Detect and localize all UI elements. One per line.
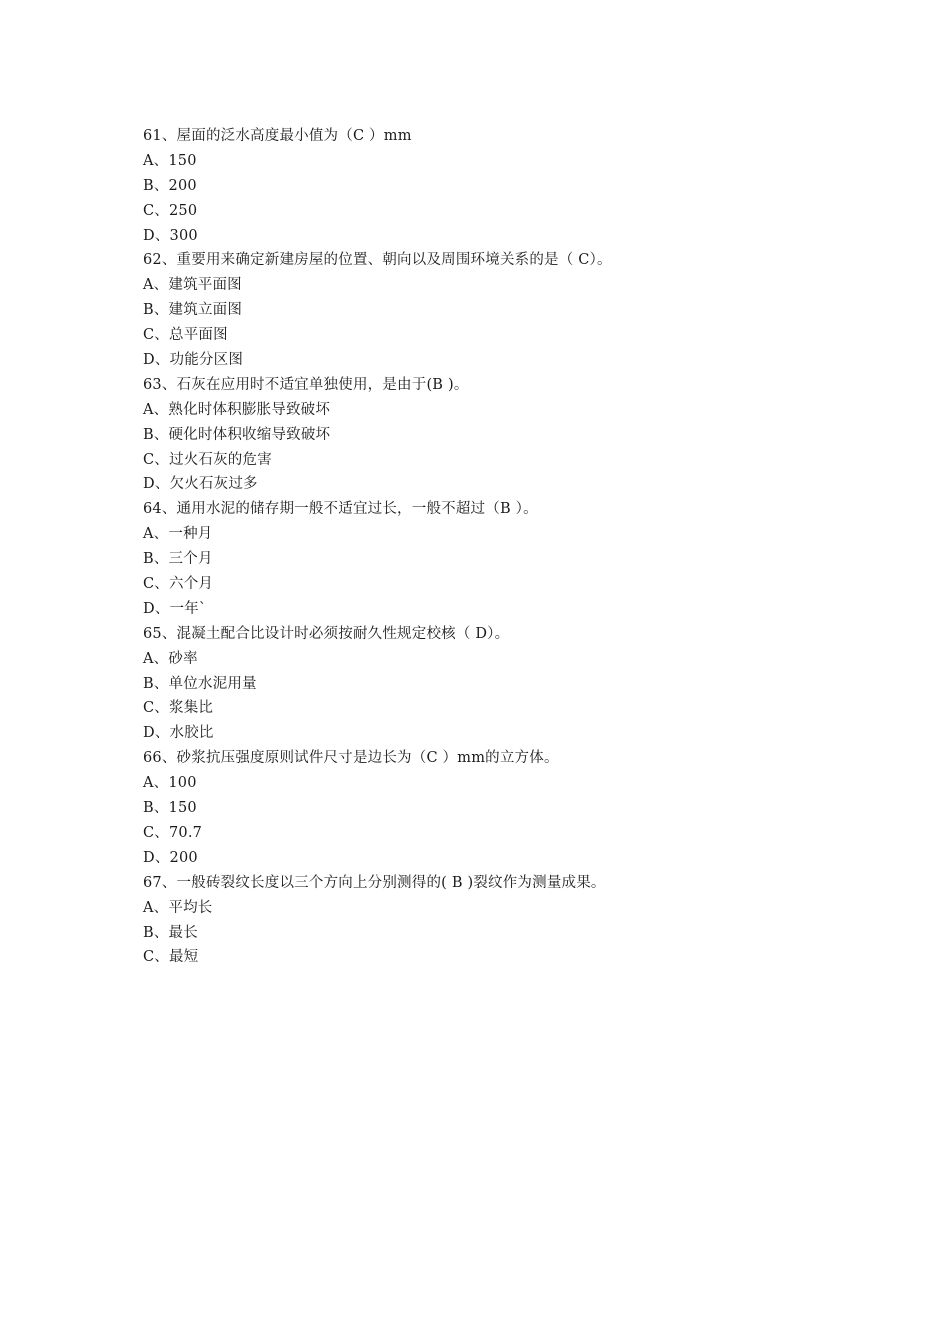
option-c: C、250 xyxy=(143,202,198,219)
option-a: A、熟化时体积膨胀导致破坏 xyxy=(143,401,331,418)
option-c: C、总平面图 xyxy=(143,327,228,344)
option-c: C、过火石灰的危害 xyxy=(143,451,272,468)
option-a: A、100 xyxy=(143,775,197,792)
option-b: B、硬化时体积收缩导致破坏 xyxy=(143,426,331,443)
option-d: D、欠火石灰过多 xyxy=(143,476,258,493)
question-stem: 66、砂浆抗压强度原则试件尺寸是边长为（C ）mm的立方体。 xyxy=(143,750,559,767)
question-stem: 64、通用水泥的储存期一般不适宜过长，一般不超过（B ）。 xyxy=(143,501,538,518)
option-a: A、150 xyxy=(143,152,197,169)
question-stem: 65、混凝土配合比设计时必须按耐久性规定校核（ D）。 xyxy=(143,625,510,642)
option-b: B、最长 xyxy=(143,924,198,941)
option-c: C、浆集比 xyxy=(143,700,214,717)
question-stem: 62、重要用来确定新建房屋的位置、朝向以及周围环境关系的是（ C）。 xyxy=(143,252,612,269)
question-list xyxy=(143,124,843,970)
option-d: D、功能分区图 xyxy=(143,352,244,369)
option-d: D、300 xyxy=(143,227,198,244)
option-a: A、一种月 xyxy=(143,526,213,543)
question-stem: 61、屋面的泛水高度最小值为（C ）mm xyxy=(143,128,412,144)
option-b: B、三个月 xyxy=(143,551,213,568)
option-b: B、200 xyxy=(143,177,197,194)
option-a: A、砂率 xyxy=(143,650,198,667)
option-c: C、最短 xyxy=(143,949,199,966)
question-stem: 63、石灰在应用时不适宜单独使用，是由于(B )。 xyxy=(143,376,469,393)
option-b: B、建筑立面图 xyxy=(143,302,243,319)
option-b: B、单位水泥用量 xyxy=(143,675,257,692)
option-d: D、200 xyxy=(143,849,198,866)
option-d: D、一年` xyxy=(143,600,207,617)
option-a: A、平均长 xyxy=(143,899,213,916)
option-c: C、六个月 xyxy=(143,576,214,593)
option-b: B、150 xyxy=(143,800,197,817)
option-d: D、水胶比 xyxy=(143,725,214,742)
option-a: A、建筑平面图 xyxy=(143,277,242,294)
option-c: C、70.7 xyxy=(143,824,203,841)
question-stem: 67、一般砖裂纹长度以三个方向上分别测得的( B )裂纹作为测量成果。 xyxy=(143,874,606,891)
